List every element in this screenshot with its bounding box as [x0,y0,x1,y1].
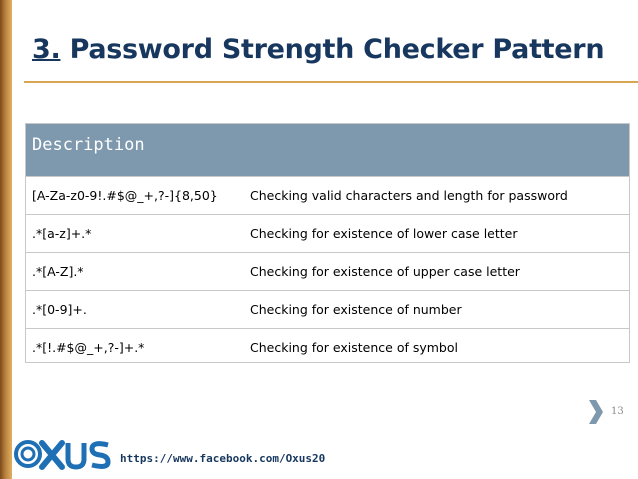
title-number: 3. [32,34,61,65]
pattern-cell: .*[!.#$@_+,?-]+.* [32,340,145,355]
title-divider [24,81,638,83]
description-cell: Checking for existence of upper case letter [250,264,520,279]
pattern-table [25,123,630,363]
table-row [26,252,629,290]
table-header: Description [26,124,629,176]
chevron-right-icon[interactable] [588,399,604,425]
pattern-cell: .*[a-z]+.* [32,226,92,241]
table-row [26,214,629,252]
description-cell: Checking for existence of lower case letter [250,226,518,241]
page-number: 13 [611,406,624,417]
oxus-logo [12,437,116,475]
table-row [26,290,629,328]
footer-link[interactable]: https://www.facebook.com/Oxus20 [120,452,326,465]
pattern-cell: [A-Za-z0-9!.#$@_+,?-]{8,50} [32,188,218,203]
pattern-cell: .*[0-9]+. [32,302,87,317]
pattern-cell: .*[A-Z].* [32,264,84,279]
table-row [26,176,629,214]
description-cell: Checking valid characters and length for password [250,188,568,203]
slide-title [32,34,604,65]
title-text: Password Strength Checker Pattern [69,34,605,65]
left-accent-bar [0,0,12,479]
description-cell: Checking for existence of symbol [250,340,458,355]
table-row [26,328,629,366]
description-cell: Checking for existence of number [250,302,462,317]
